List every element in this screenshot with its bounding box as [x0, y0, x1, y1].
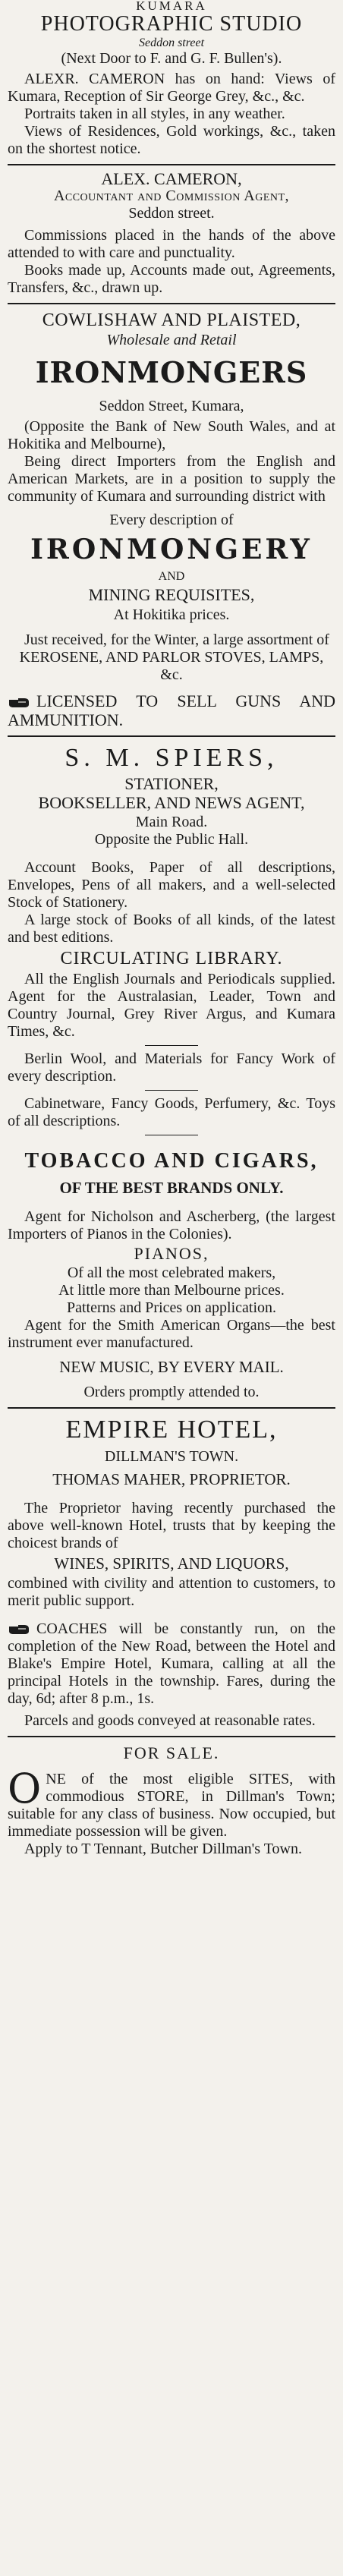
ad-body-text: At little more than Melbourne prices. — [58, 1282, 285, 1299]
ad-heading: FOR SALE. — [123, 1743, 220, 1762]
ad-display-headline: IRONMONGERS — [35, 355, 308, 389]
short-divider — [145, 1045, 198, 1046]
short-divider — [145, 1090, 198, 1091]
ad-body-text: Berlin Wool, and Materials for Fancy Work of every description. — [8, 1050, 335, 1085]
ad-subheading: CIRCULATING LIBRARY. — [60, 949, 283, 968]
ad-body-text: All the English Journals and Periodicals supplied. Agent for the Australasian, Leader, Town and Country Journal, Grey River Argus, and Kumara Times, &c. — [8, 971, 335, 1040]
ad-body-text: Just received, for the Winter, a large assortment of — [24, 631, 329, 648]
for-sale-ad — [8, 1742, 335, 1858]
ad-display-headline: EMPIRE HOTEL, — [65, 1416, 278, 1444]
ad-subheading: BOOKSELLER, AND NEWS AGENT, — [38, 793, 305, 812]
ad-notice-text: COACHES will be constantly run, on the completion of the New Road, between the Hotel and Blake's Empire Hotel, Kumara, calling at all the principal Hotels in the township. Fares, during the day, 6d; after 8 p.m., 1s. — [8, 1620, 335, 1707]
ad-body-text: Every description of — [109, 512, 234, 528]
ad-heading: PHOTOGRAPHIC STUDIO — [40, 12, 303, 36]
ad-body-text: Being direct Importers from the English and American Markets, are in a position to supply the community of Kumara and surrounding district with — [8, 453, 335, 505]
ad-notice — [8, 691, 335, 729]
ad-body-text: Parcels and goods conveyed at reasonable rates. — [24, 1712, 316, 1729]
ad-body-text: A large stock of Books of all kinds, of the latest and best editions. — [8, 912, 335, 946]
ad-subheading: THOMAS MAHER, PROPRIETOR. — [52, 1470, 291, 1488]
ad-address: Seddon street — [138, 36, 205, 49]
drop-cap: O — [8, 1765, 42, 1812]
column-divider — [8, 303, 335, 304]
ad-body-text: Portraits taken in all styles, in any weather. — [24, 105, 285, 122]
ad-notice — [8, 1620, 335, 1708]
ad-body-text: At Hokitika prices. — [113, 606, 230, 623]
ad-address: Main Road. — [135, 814, 208, 830]
ad-body-text: Views of Residences, Gold workings, &c., taken on the shortest notice. — [8, 123, 335, 157]
ad-subheading: AND — [158, 570, 185, 583]
accountant-ad — [8, 170, 335, 297]
ad-address: Seddon street. — [128, 205, 215, 222]
ad-subheading: NEW MUSIC, BY EVERY MAIL. — [59, 1358, 284, 1376]
ad-address: Opposite the Public Hall. — [94, 831, 249, 848]
ad-body-text: Patterns and Prices on application. — [66, 1299, 277, 1316]
pointing-hand-icon — [8, 1623, 30, 1636]
ad-body-text: combined with civility and attention to customers, to merit public support. — [8, 1575, 335, 1609]
ad-subheading: STATIONER, — [124, 774, 219, 793]
ironmongers-ad — [8, 309, 335, 729]
ad-subheading: WINES, SPIRITS, AND LIQUORS, — [54, 1554, 289, 1573]
ad-subheading: KEROSENE, AND PARLOR STOVES, LAMPS, &c. — [19, 649, 324, 683]
ad-body-text: ALEXR. CAMERON has on hand: Views of Kumara, Reception of Sir George Grey, &c., &c. — [8, 71, 335, 105]
ad-address: DILLMAN'S TOWN. — [104, 1448, 239, 1465]
stationer-ad — [8, 742, 335, 1401]
ad-heading: ALEX. CAMERON, — [101, 169, 242, 188]
ad-heading: S. M. SPIERS, — [65, 744, 278, 772]
ad-body-text: (Opposite the Bank of New South Wales, and at Hokitika and Melbourne), — [8, 418, 335, 452]
ad-body-text-main: NE of the most eligible SITES, with commodious STORE, in Dillman's Town; suitable for any class of business. Now occupied, but immediate possession will be given. — [8, 1771, 335, 1840]
pointing-hand-icon — [8, 697, 30, 709]
ad-subheading: PIANOS, — [134, 1244, 209, 1263]
column-divider — [8, 1407, 335, 1409]
ad-heading: COWLISHAW AND PLAISTED, — [42, 310, 301, 330]
ad-body-text: Of all the most celebrated makers, — [67, 1264, 276, 1281]
ad-body-text: Agent for the Smith American Organs—the best instrument ever manufactured. — [8, 1317, 335, 1351]
ad-notice-text: LICENSED TO SELL GUNS AND AMMUNITION. — [8, 691, 335, 729]
ad-subheading: MINING REQUISITES, — [88, 585, 255, 604]
ad-body-text: The Proprietor having recently purchased the above well-known Hotel, trusts that by keeping the choicest brands of — [8, 1500, 335, 1551]
photographic-studio-ad — [8, 0, 335, 158]
ad-body-text: Books made up, Accounts made out, Agreements, Transfers, &c., drawn up. — [8, 262, 335, 296]
ad-subheading: Accountant and Commission Agent, — [53, 187, 290, 204]
ad-subheading: Wholesale and Retail — [106, 332, 237, 348]
ad-body-text — [8, 1765, 335, 1841]
ad-location-note: (Next Door to F. and G. F. Bullen's). — [61, 50, 282, 67]
ad-body-text: Cabinetware, Fancy Goods, Perfumery, &c. Toys of all descriptions. — [8, 1095, 335, 1129]
ad-display-headline: IRONMONGERY — [30, 534, 313, 565]
ad-town-heading: KUMARA — [136, 0, 207, 13]
ad-body-text: Commissions placed in the hands of the above attended to with care and punctuality. — [8, 227, 335, 261]
ad-address: Seddon Street, Kumara, — [99, 398, 244, 414]
column-divider — [8, 735, 335, 737]
ad-body-text: Orders promptly attended to. — [83, 1384, 260, 1400]
ad-body-text: Account Books, Paper of all descriptions, Envelopes, Pens of all makers, and a well-selected Stock of Stationery. — [8, 859, 335, 911]
ad-display-headline: TOBACCO AND CIGARS, — [24, 1149, 319, 1173]
ad-body-text: Apply to T Tennant, Butcher Dillman's Town. — [24, 1841, 302, 1857]
column-divider — [8, 164, 335, 165]
ad-body-text: Agent for Nicholson and Ascherberg, (the largest Importers of Pianos in the Colonies). — [8, 1208, 335, 1242]
empire-hotel-ad — [8, 1413, 335, 1730]
ad-subheading: OF THE BEST BRANDS ONLY. — [59, 1179, 284, 1197]
column-divider — [8, 1736, 335, 1737]
